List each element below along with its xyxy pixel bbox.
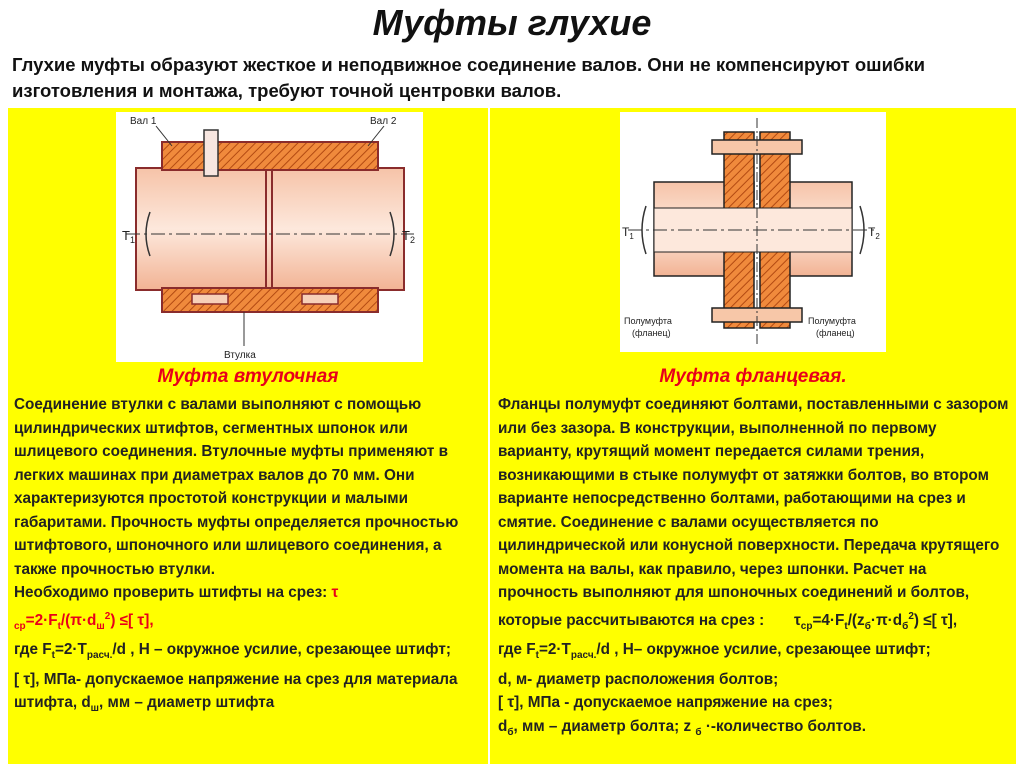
sleeve-top-wall (162, 142, 378, 170)
flange-paragraph: Фланцы полумуфт соединяют болтами, поставленными с зазором или без зазора. В конструкции, выполненной по первому варианту, крутящий момент передается силами трения, возникающими в стыке полумуфт от затяжки болтов, во втором варианте непосредственно болтами, работающими на срез и смятие. Соединение с валами осуществляется по цилиндрической или конусной поверхности. Передача крутящего момента на валы, как правило, через шпонки. Расчет на прочность выполняют для шпоночных соединений и болтов, которые рассчитываются на срез : (498, 396, 1009, 629)
intro-text: Глухие муфты образуют жесткое и неподвижное соединение валов. Они не компенсируют ошибки изготовления и монтажа, требуют точной центровки валов. (12, 54, 926, 101)
sleeve-formula: τ $_{ср}=2\cdot F_t/(\pi\cdot d_ш^2)$ ≤[ τ], (14, 584, 339, 632)
flange-coupling-text (498, 393, 1010, 744)
label-torque1: $T_1$ (122, 228, 135, 245)
flange-ft-definition: где $F_t=2\cdot T_{расч.}/d$ , H– окружное усилие, срезающее штифт; (498, 641, 931, 662)
label-half1b: (фланец) (632, 328, 671, 338)
sleeve-coupling-figure (116, 112, 423, 362)
flange-d-definition: d, м- диаметр расположения болтов; (498, 670, 779, 688)
label-half2b: (фланец) (816, 328, 855, 338)
sleeve-paragraph: Соединение втулки с валами выполняют с помощью цилиндрических штифтов, сегментных шпонок или шлицевого соединения. Втулочные муфты применяют в легких машинах при диаметрах валов до 70 мм. Они характеризуются простотой конструкции и малыми габаритами. Прочность муфты определяется прочностью штифтового, шпоночного или шлицевого соединения, а также прочностью втулки. (14, 396, 459, 578)
label-half1: Полумуфта (624, 316, 672, 326)
label-torque2: $T_2$ (402, 228, 415, 245)
shaft (136, 168, 404, 290)
flange-coupling-heading: Муфта фланцевая. (659, 366, 847, 387)
slide-title: Муфты глухие (372, 2, 652, 43)
sleeve-coupling-text: Соединение втулки с валами выполняют с помощью цилиндрических штифтов, сегментных шпонок или шлицевого соединения. Втулочные муфты применяют в легких машинах при диаметрах валов до 70 мм. Они характеризуются простотой конструкции и малыми габаритами. Прочность муфты определяется прочностью штифтового, шпоночного или шлицевого соединения, а также прочностью втулки. Необходимо проверить штифты на срез: τ $_{ср}=2\cdot F_t/(\pi\cdot d_ш^2)$ ≤[ τ], где $F_t=2\cdot T_{расч.}/d$ , H – окружное усилие, срезающее штифт; [ τ], МПа- допускаемое напряжение на срез для материала штифта, $d_ш$, мм – диаметр штифта (14, 396, 459, 715)
flange-db-definition: $d_б$, мм – диаметр болта; z $_б$ ·-количество болтов. (498, 717, 866, 738)
sleeve-coupling-drawing (116, 112, 423, 362)
label-torque1: $T_1$ (622, 225, 634, 241)
pin (204, 130, 218, 176)
label-torque2: $T_2$ (868, 225, 880, 241)
label-shaft2: Вал 2 (370, 116, 397, 127)
label-sleeve: Втулка (224, 350, 256, 361)
sleeve-tau-definition: [ τ], МПа- допускаемое напряжение на срез для материала штифта, $d_ш$, мм – диаметр штифта (14, 670, 458, 715)
label-half2: Полумуфта (808, 316, 856, 326)
sleeve-coupling-heading: Муфта втулочная (157, 366, 339, 387)
flange-coupling-figure (620, 112, 886, 352)
flange-formula: $\tau_{ср}=4\cdot F_t/(z_б\cdot\pi\cdot d_б^2)$ ≤[ τ], (793, 610, 958, 632)
panel-flange-coupling (490, 108, 1016, 764)
flange-coupling-drawing (620, 112, 886, 352)
flange-tau-definition: [ τ], МПа - допускаемое напряжение на срез; (498, 694, 833, 712)
label-shaft1: Вал 1 (130, 116, 157, 127)
panel-sleeve-coupling (8, 108, 488, 764)
sleeve-ft-definition: где $F_t=2\cdot T_{расч.}/d$ , H – окружное усилие, срезающее штифт; (14, 641, 451, 662)
